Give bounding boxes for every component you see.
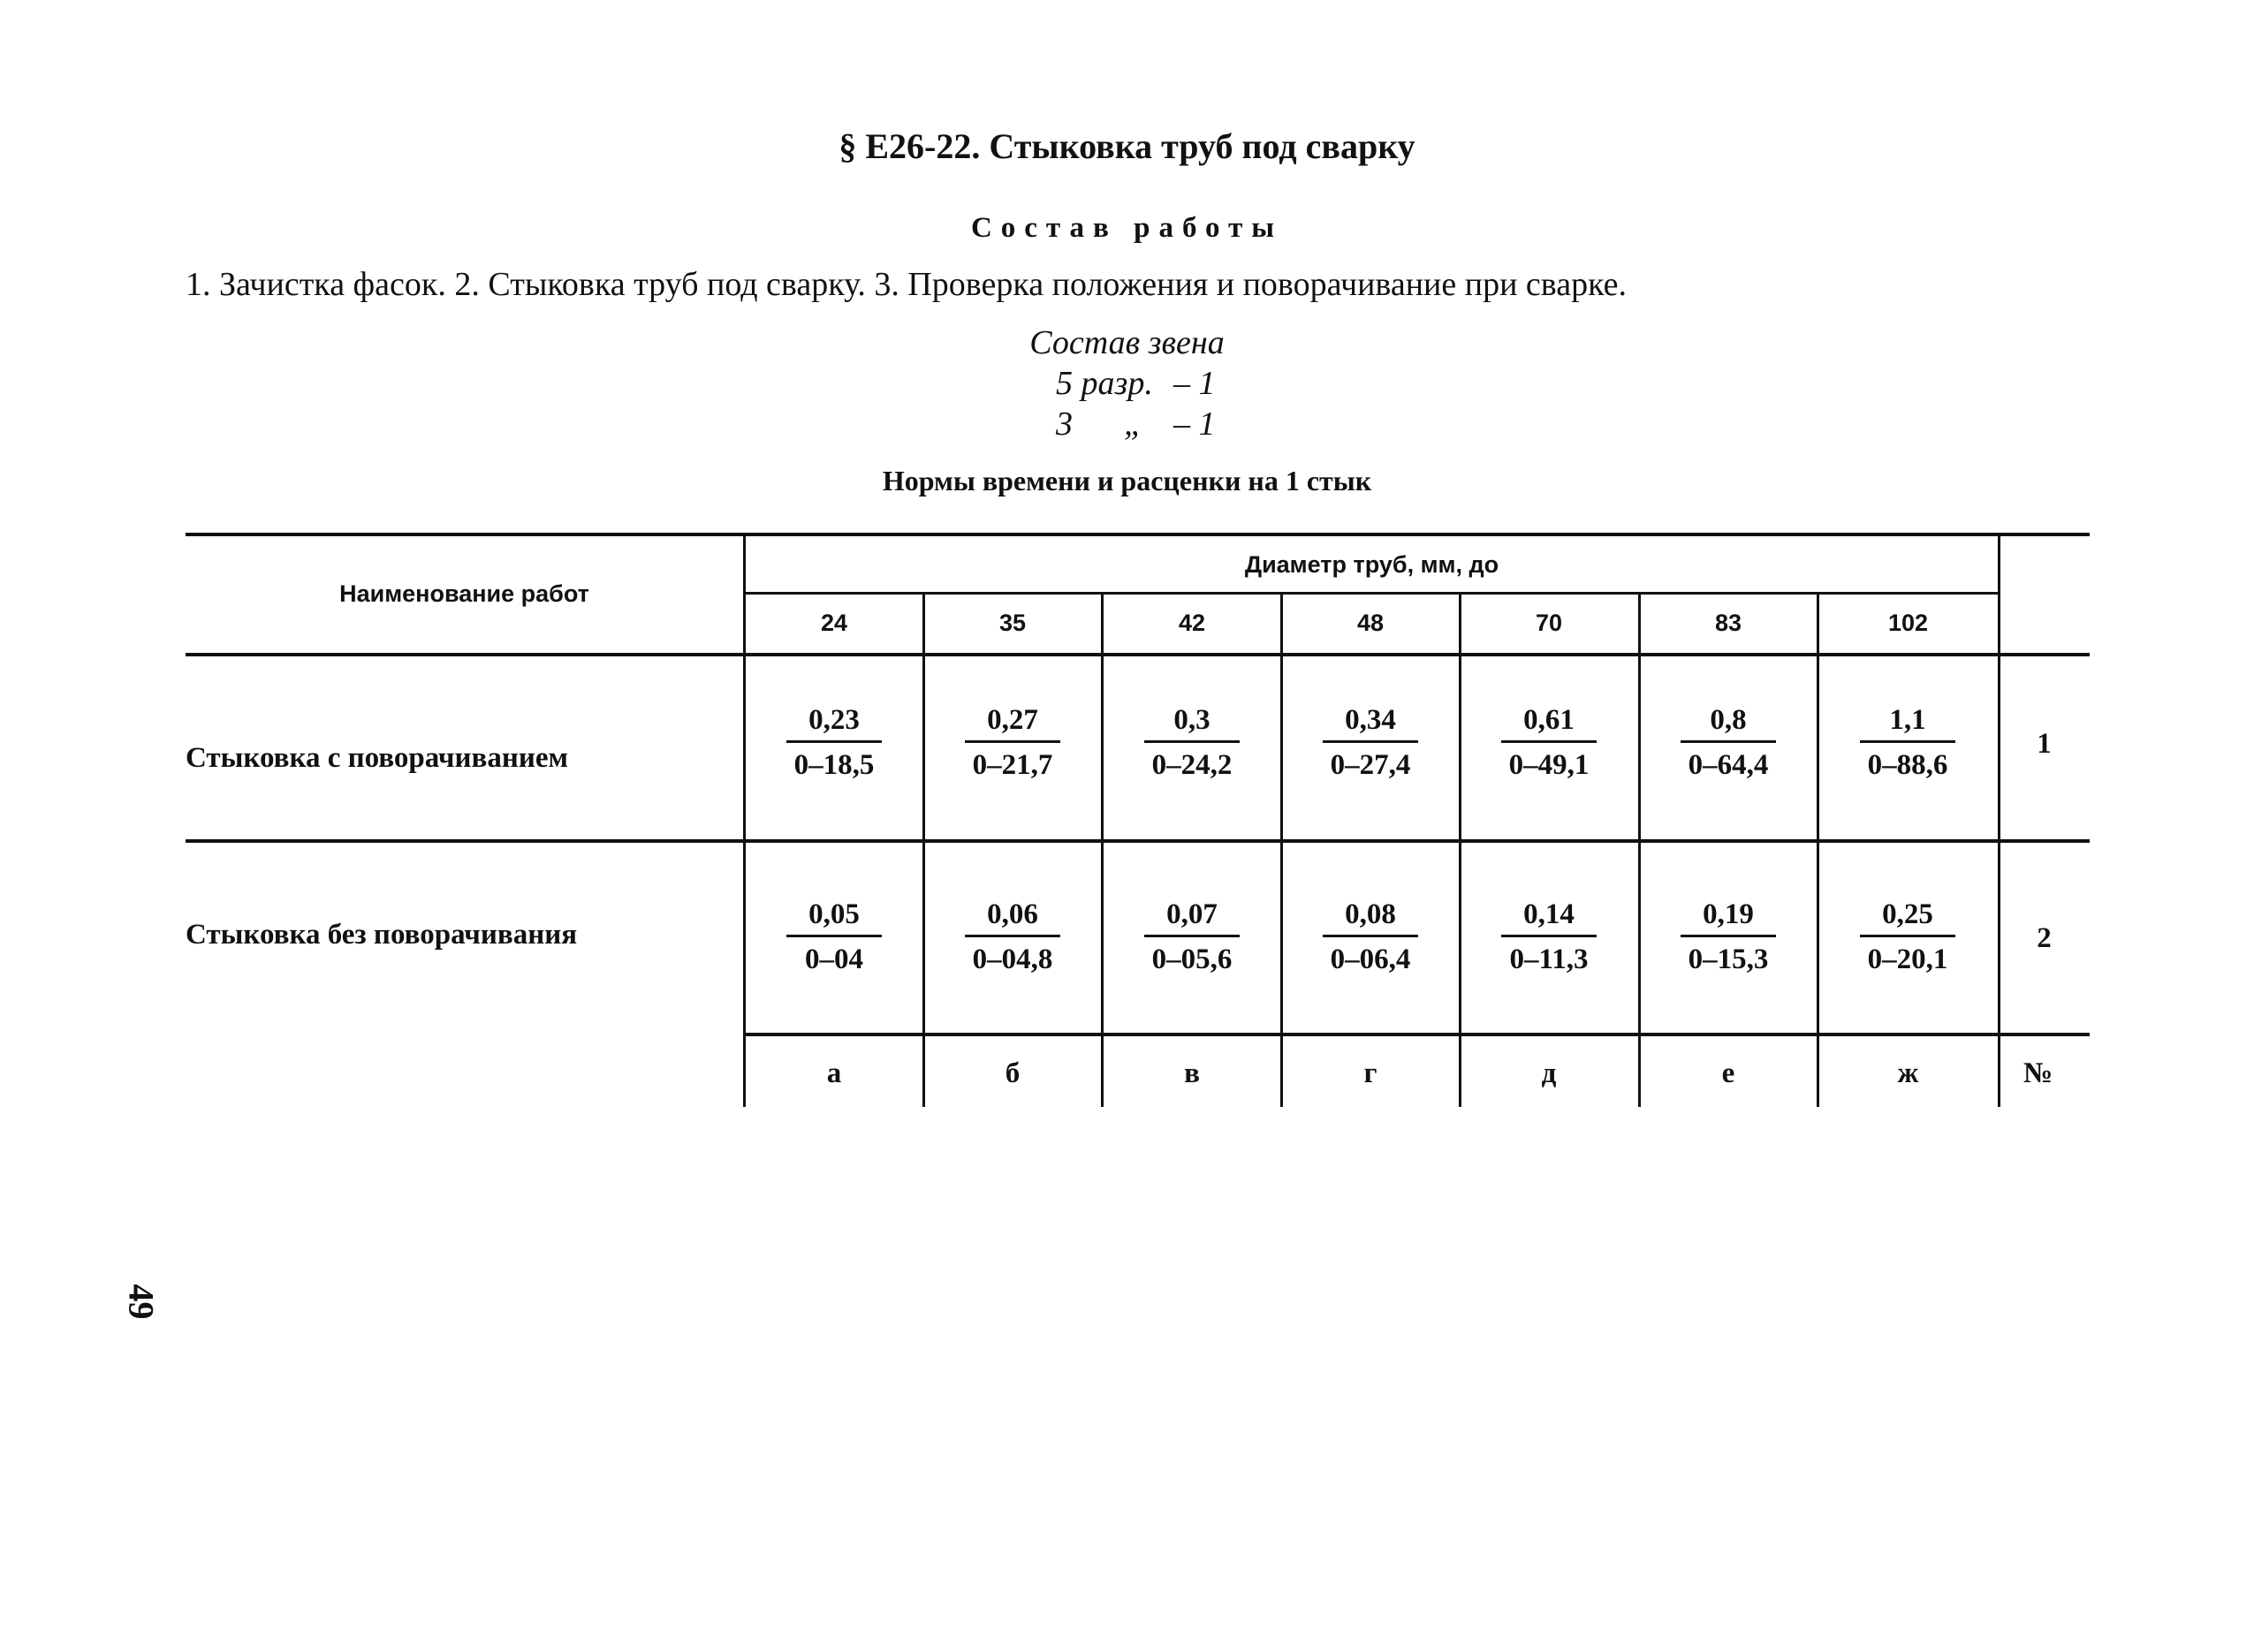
time-norm: 0,61 xyxy=(1523,704,1575,736)
header-bottom-rule xyxy=(186,653,2090,656)
column-divider xyxy=(1101,592,1104,1107)
norm-rate-cell xyxy=(1317,896,1423,978)
page-number: 49 xyxy=(121,1284,162,1320)
column-divider xyxy=(1280,592,1283,1107)
column-letter: а xyxy=(826,1057,842,1089)
time-norm: 0,3 xyxy=(1173,704,1210,736)
diameter-value: 42 xyxy=(1178,610,1206,636)
column-letter: б xyxy=(1005,1057,1021,1089)
column-divider xyxy=(1638,592,1641,1107)
column-letter: в xyxy=(1184,1057,1200,1089)
column-letter: е xyxy=(1721,1057,1735,1089)
fraction-bar xyxy=(786,740,882,743)
diameter-value: 24 xyxy=(820,610,848,636)
fraction-bar xyxy=(1681,740,1776,743)
time-norm: 0,06 xyxy=(987,898,1038,930)
norm-rate-cell xyxy=(1139,701,1245,784)
norm-rate-cell xyxy=(1317,701,1423,784)
fraction-bar xyxy=(1144,935,1240,937)
norm-rate-cell xyxy=(960,701,1066,784)
crew-count: – 1 xyxy=(1173,365,1216,402)
price-rate: 0–21,7 xyxy=(972,749,1053,781)
time-norm: 0,23 xyxy=(808,704,860,736)
time-norm: 0,25 xyxy=(1882,898,1933,930)
fraction-bar xyxy=(1860,935,1955,937)
diameter-value: 83 xyxy=(1714,610,1742,636)
fraction-bar xyxy=(786,935,882,937)
fraction-bar xyxy=(1323,740,1418,743)
letters-top-rule xyxy=(745,1033,2090,1036)
time-norm: 0,19 xyxy=(1703,898,1754,930)
work-composition-list: 1. Зачистка фасок. 2. Стыковка труб под сварку. 3. Проверка положения и поворачивание при сварке. xyxy=(186,266,1627,303)
norm-rate-cell xyxy=(1675,896,1781,978)
norm-rate-cell xyxy=(960,896,1066,978)
number-column-label: № xyxy=(2023,1057,2053,1089)
norm-rate-cell xyxy=(1855,896,1961,978)
price-rate: 0–24,2 xyxy=(1151,749,1233,781)
fraction-bar xyxy=(1860,740,1955,743)
column-divider xyxy=(1459,592,1461,1107)
price-rate: 0–04,8 xyxy=(972,943,1053,975)
time-norm: 0,34 xyxy=(1345,704,1396,736)
fraction-bar xyxy=(1323,935,1418,937)
price-rate: 0–27,4 xyxy=(1330,749,1411,781)
row-name-with-rotation: Стыковка с поворачиванием xyxy=(186,742,569,774)
column-letter: д xyxy=(1541,1057,1557,1089)
time-norm: 0,07 xyxy=(1166,898,1218,930)
time-norm: 0,27 xyxy=(987,704,1038,736)
column-divider xyxy=(922,592,925,1107)
norm-rate-cell xyxy=(1675,701,1781,784)
name-column-header: Наименование работ xyxy=(339,580,589,607)
price-rate: 0–11,3 xyxy=(1509,943,1589,975)
norm-rate-cell xyxy=(1496,701,1602,784)
time-norm: 0,14 xyxy=(1523,898,1575,930)
row-separator xyxy=(186,839,2090,843)
crew-composition-heading: Состав звена xyxy=(1029,324,1225,361)
crew-ditto: „ xyxy=(1124,405,1143,443)
crew-grade: 3 xyxy=(1056,405,1073,443)
price-rate: 0–88,6 xyxy=(1867,749,1948,781)
column-letter: ж xyxy=(1897,1057,1919,1089)
norm-rate-cell xyxy=(1496,896,1602,978)
fraction-bar xyxy=(1501,935,1597,937)
price-rate: 0–18,5 xyxy=(793,749,875,781)
column-letter: г xyxy=(1363,1057,1377,1089)
diameter-value: 48 xyxy=(1356,610,1385,636)
norm-rate-cell xyxy=(1139,896,1245,978)
diameter-value: 102 xyxy=(1887,610,1929,636)
time-norm: 0,05 xyxy=(808,898,860,930)
table-top-rule xyxy=(186,533,2090,536)
row-name-without-rotation: Стыковка без поворачивания xyxy=(186,919,578,951)
work-composition-heading: Состав работы xyxy=(970,212,1284,244)
fraction-bar xyxy=(965,935,1060,937)
column-divider xyxy=(1817,592,1819,1107)
diameter-value: 70 xyxy=(1535,610,1563,636)
norm-rate-cell xyxy=(781,896,887,978)
diameter-value: 35 xyxy=(998,610,1027,636)
row-number: 2 xyxy=(2037,922,2052,954)
price-rate: 0–49,1 xyxy=(1508,749,1590,781)
fraction-bar xyxy=(1501,740,1597,743)
crew-count: – 1 xyxy=(1173,405,1216,443)
norms-heading: Нормы времени и расценки на 1 стык xyxy=(882,465,1372,496)
price-rate: 0–05,6 xyxy=(1151,943,1233,975)
diameter-header: Диаметр труб, мм, до xyxy=(1244,551,1499,578)
crew-grade: 5 разр. xyxy=(1056,365,1153,402)
time-norm: 0,8 xyxy=(1710,704,1747,736)
fraction-bar xyxy=(965,740,1060,743)
price-rate: 0–20,1 xyxy=(1867,943,1948,975)
time-norm: 1,1 xyxy=(1889,704,1926,736)
time-norm: 0,08 xyxy=(1345,898,1396,930)
price-rate: 0–04 xyxy=(805,943,863,975)
price-rate: 0–15,3 xyxy=(1688,943,1769,975)
fraction-bar xyxy=(1681,935,1776,937)
norm-rate-cell xyxy=(781,701,887,784)
section-title: § Е26-22. Стыковка труб под сварку xyxy=(839,126,1415,166)
norm-rate-cell xyxy=(1855,701,1961,784)
row-number: 1 xyxy=(2037,728,2052,760)
price-rate: 0–64,4 xyxy=(1688,749,1769,781)
price-rate: 0–06,4 xyxy=(1330,943,1411,975)
fraction-bar xyxy=(1144,740,1240,743)
diameter-header-rule xyxy=(745,592,1999,595)
